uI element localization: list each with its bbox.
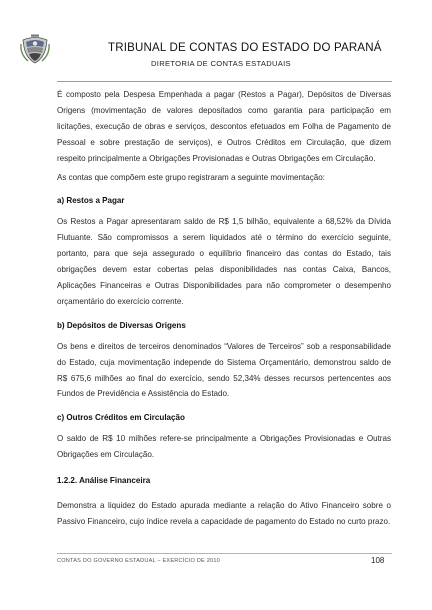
footer-caption: CONTAS DO GOVERNO ESTADUAL – EXERCÍCIO DE 2010 (57, 558, 220, 564)
directorate-subtitle: DIRETORIA DE CONTAS ESTADUAIS (151, 59, 291, 68)
page-header (20, 34, 420, 74)
intro-paragraph-2: As contas que compõem este grupo registraram a seguinte movimentação: (57, 172, 325, 182)
section-122-heading: 1.2.2. Análise Financeira (57, 476, 151, 486)
intro-paragraph: É composto pela Despesa Empenhada a pagar (Restos a Pagar), Depósitos de Diversas Origens (movimentação de valores depositados como garantia para participação em licitações, execução de obras e serviços, descontos efetuados em Folha de Pagamento de Pessoal e sobre prestação de serviços), e Outros Créditos em Circulação, que dizem respeito principalmente a Obrigações Provisionadas e Outras Obrigações em Circulação. (57, 90, 391, 163)
section-c-paragraph: O saldo de R$ 10 milhões refere-se principalmente a Obrigações Provisionadas e Outras Obrigações em Circulação. (57, 434, 391, 460)
section-a-heading: a) Restos a Pagar (57, 196, 125, 206)
coat-of-arms-icon (20, 34, 50, 64)
page-number: 108 (371, 556, 385, 565)
footer-divider (57, 553, 392, 554)
section-c-heading: c) Outros Créditos em Circulação (57, 413, 185, 423)
section-122-paragraph: Demonstra a liquidez do Estado apurada mediante a relação do Ativo Financeiro sobre o Passivo Financeiro, cujo índice revela a capacidade de pagamento do Estado no curto prazo. (57, 500, 391, 526)
section-b-paragraph: Os bens e direitos de terceiros denominados “Valores de Terceiros” sob a responsabilidade do Estado, cuja movimentação independe do Sistema Orçamentário, demonstrou saldo de R$ 675,6 milhões ao final do exercício, sendo 52,34% desses recursos pertencentes aos Fundos de Previdência e Assistência do Estado. (57, 341, 391, 399)
organization-title: TRIBUNAL DE CONTAS DO ESTADO DO PARANÁ (108, 42, 382, 54)
section-a-paragraph: Os Restos a Pagar apresentaram saldo de R$ 1,5 bilhão, equivalente a 68,52% da Dívida Flutuante. São compromissos a serem liquidados até o término do exercício seguinte, portanto, para que seja assegurado o equilíbrio financeiro das contas do Estado, tais obrigações devem estar cobertas pelas disponibilidades nas contas Caixa, Bancos, Aplicações Financeiras e Outras Disponibilidades para não comprometer o desempenho orçamentário do exercício corrente. (57, 217, 391, 306)
header-divider (57, 81, 392, 82)
main-content (57, 87, 391, 530)
section-b-heading: b) Depósitos de Diversas Origens (57, 320, 186, 330)
